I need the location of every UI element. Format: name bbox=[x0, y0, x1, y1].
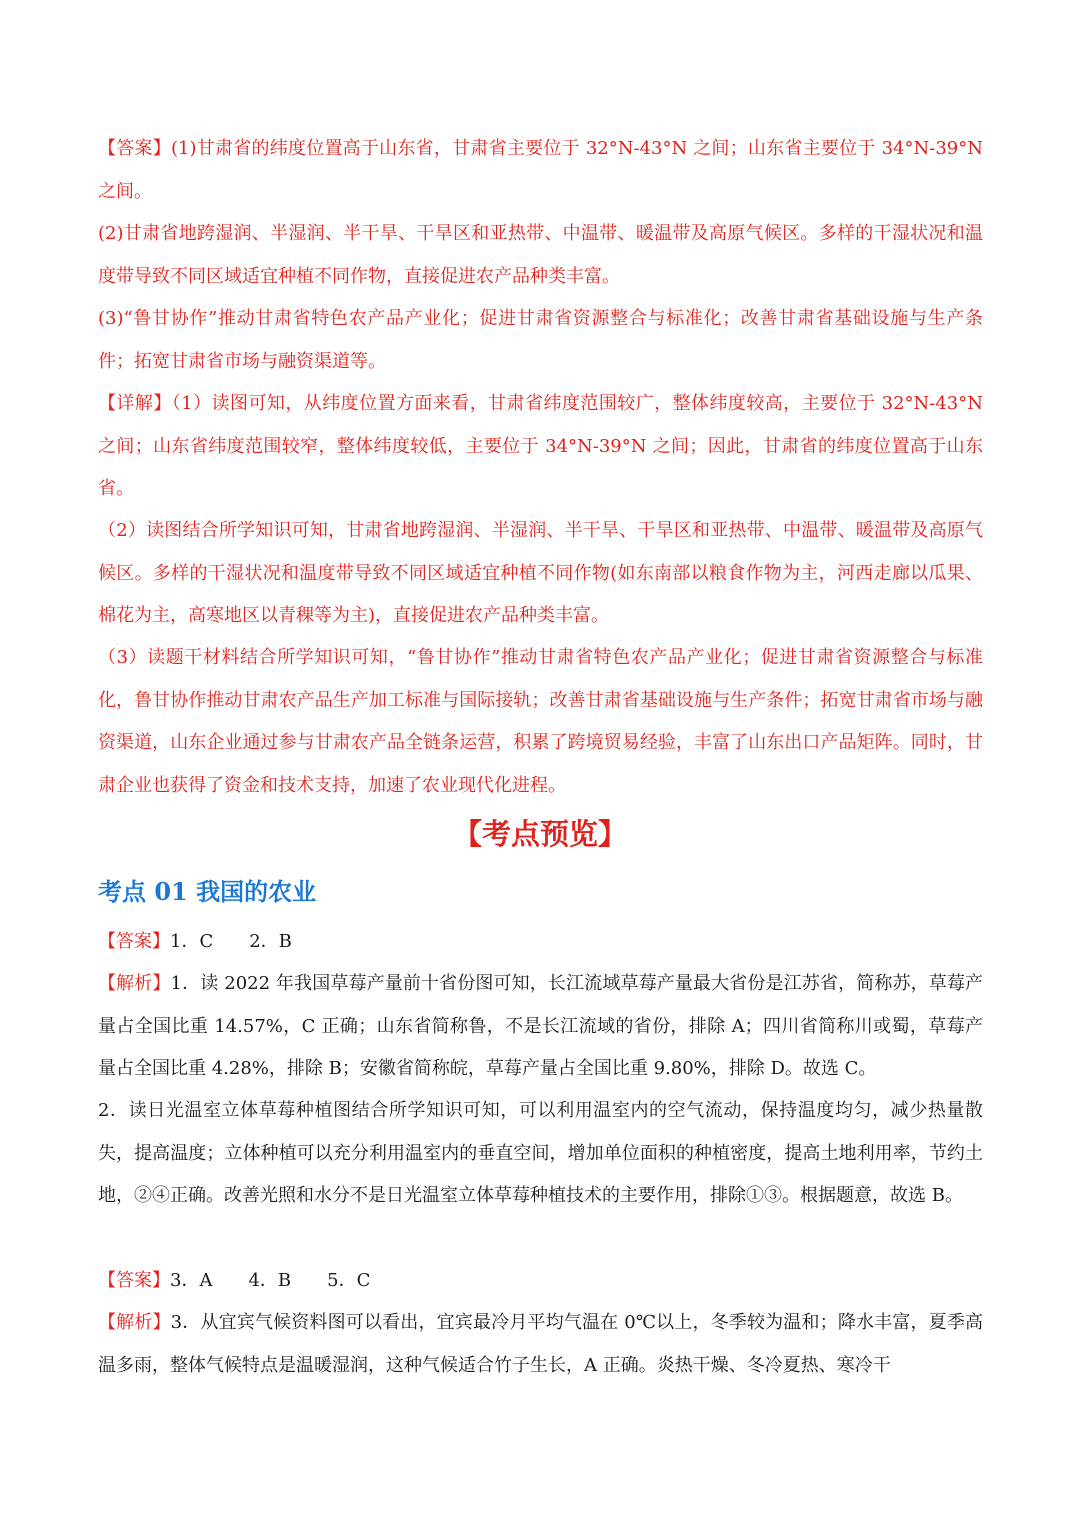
detail1-p1: 【详解】（1）读图可知，从纬度位置方面来看，甘肃省纬度范围较广，整体纬度较高，主要位于 32°N-43°N 之间；山东省纬度范围较窄，整体纬度较低，主要位于 34°N-39°N 之间；因此，甘肃省的纬度位置高于山东省。 bbox=[98, 393, 984, 499]
topic-title: 考点 01 我国的农业 bbox=[98, 877, 317, 906]
answer1-line2: (2)甘肃省地跨湿润、半湿润、半干旱、干旱区和亚热带、中温带、暖温带及高原气候区。多样的干湿状况和温度带导致不同区域适宜种植不同作物，直接促进农产品种类丰富。 bbox=[98, 223, 983, 287]
analysis2-p2: 2．读日光温室立体草莓种植图结合所学知识可知，可以利用温室内的空气流动，保持温度均匀，减少热量散失，提高温度；立体种植可以充分利用温室内的垂直空间，增加单位面积的种植密度，提高土地利用率，节约土地，②④正确。改善光照和水分不是日光温室立体草莓种植技术的主要作用，排除①③。根据题意，故选 B。 bbox=[98, 1100, 983, 1206]
answer-tag: 【答案】 bbox=[98, 138, 171, 159]
detail1-p2: （2）读图结合所学知识可知，甘肃省地跨湿润、半湿润、半干旱、干旱区和亚热带、中温带、暖温带及高原气候区。多样的干湿状况和温度带导致不同区域适宜种植不同作物(如东南部以粮食作物为主，河西走廊以瓜果、棉花为主，高寒地区以青稞等为主)，直接促进农产品种类丰富。 bbox=[98, 520, 983, 626]
analysis3-p1: 【解析】3．从宜宾气候资料图可以看出，宜宾最冷月平均气温在 0℃以上，冬季较为温和；降水丰富，夏季高温多雨，整体气候特点是温暖湿润，这种气候适合竹子生长，A 正确。炎热干燥、冬冷夏热、寒冷干 bbox=[98, 1312, 983, 1376]
answer-tag: 【答案】 bbox=[98, 931, 170, 952]
answer2: 【答案】1．C 2．B bbox=[98, 931, 292, 952]
section-title: 【考点预览】 bbox=[452, 817, 627, 851]
answer1-line3: (3)“鲁甘协作”推动甘肃省特色农产品产业化；促进甘肃省资源整合与标准化；改善甘肃省基础设施与生产条件；拓宽甘肃省市场与融资渠道等。 bbox=[98, 308, 983, 372]
answer3: 【答案】3．A 4．B 5．C bbox=[98, 1270, 371, 1291]
detail1-p3: （3）读题干材料结合所学知识可知，“鲁甘协作”推动甘肃省特色农产品产业化；促进甘肃省资源整合与标准化，鲁甘协作推动甘肃农产品生产加工标准与国际接轨；改善甘肃省基础设施与生产条件；拓宽甘肃省市场与融资渠道，山东企业通过参与甘肃农产品全链条运营，积累了跨境贸易经验，丰富了山东出口产品矩阵。同时，甘肃企业也获得了资金和技术支持，加速了农业现代化进程。 bbox=[98, 647, 983, 796]
detail-tag: 【详解】 bbox=[98, 393, 172, 414]
analysis2-p1: 【解析】1．读 2022 年我国草莓产量前十省份图可知，长江流域草莓产量最大省份是江苏省，简称苏，草莓产量占全国比重 14.57%，C 正确；山东省简称鲁，不是长江流域的省份，排除 A；四川省简称川或蜀，草莓产量占全国比重 4.28%，排除 B；安徽省简称皖，草莓产量占全国比重 9.80%，排除 D。故选 C。 bbox=[98, 973, 984, 1079]
analysis-tag: 【解析】 bbox=[98, 1312, 171, 1333]
analysis-tag: 【解析】 bbox=[98, 973, 171, 994]
answer1-line1: 【答案】(1)甘肃省的纬度位置高于山东省，甘肃省主要位于 32°N-43°N 之间；山东省主要位于 34°N-39°N 之间。 bbox=[98, 138, 983, 202]
answer-tag: 【答案】 bbox=[98, 1270, 170, 1291]
